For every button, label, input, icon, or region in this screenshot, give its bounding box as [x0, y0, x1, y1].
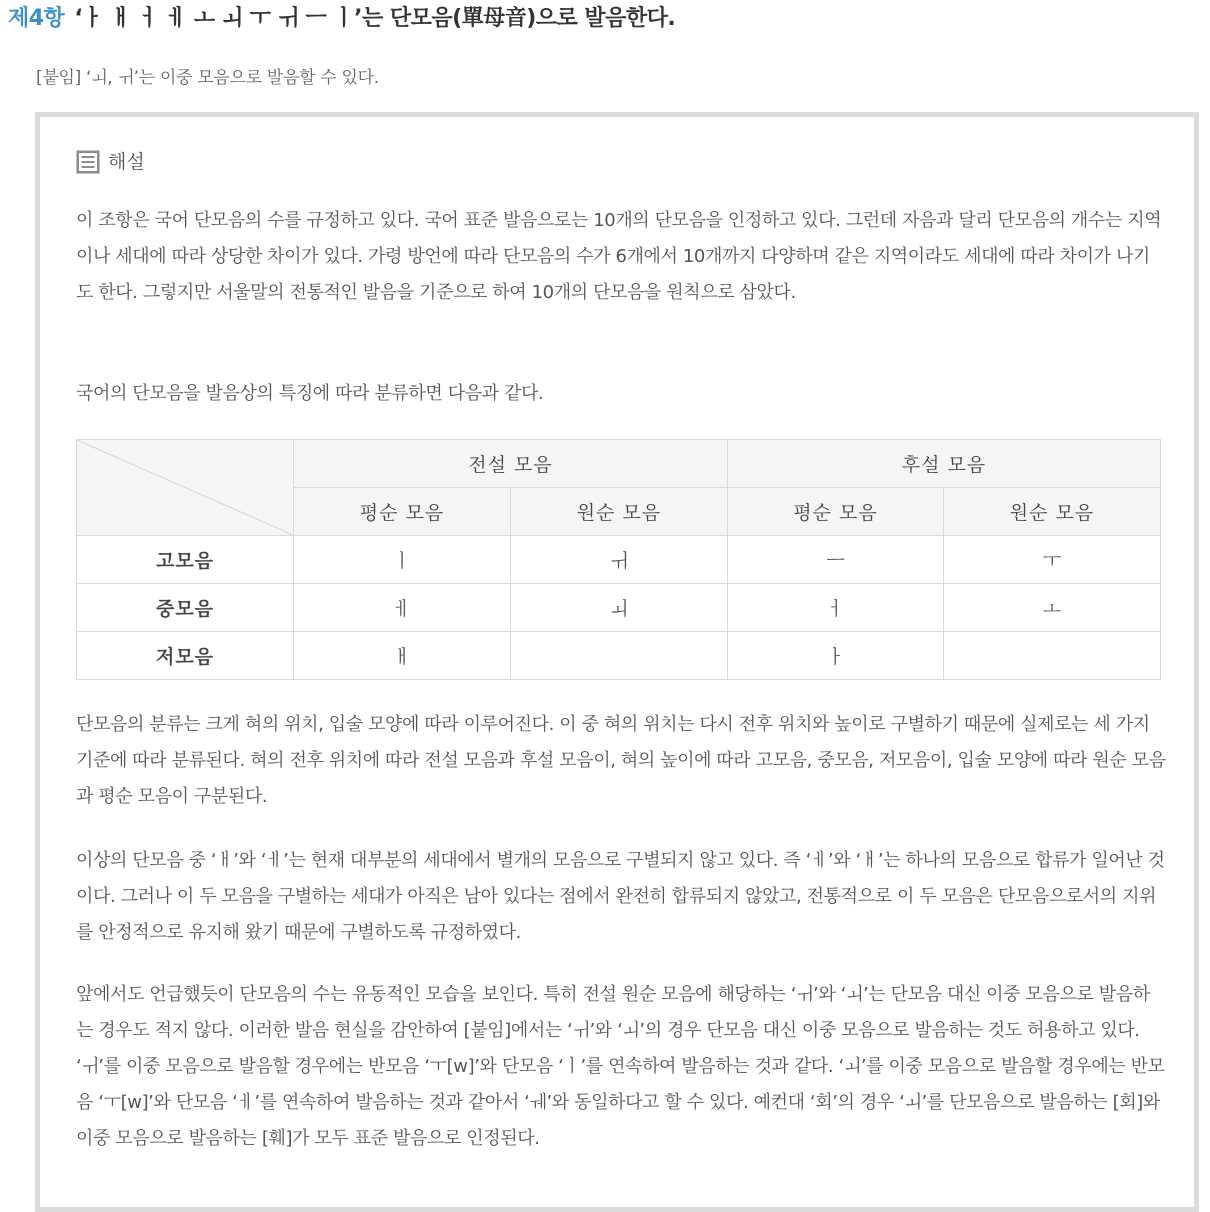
header-front-unrounded: 평순 모음: [294, 488, 511, 536]
table-header-row-groups: [77, 440, 1161, 488]
rule-number: 제4항: [8, 6, 65, 31]
table-cell: ㅏ: [728, 632, 944, 680]
table-cell: ㅔ: [294, 584, 511, 632]
header-back-unrounded: 평순 모음: [728, 488, 944, 536]
table-cell: ㅗ: [944, 584, 1161, 632]
paragraph-2: 국어의 단모음을 발음상의 특징에 따라 분류하면 다음과 같다.: [76, 383, 544, 404]
paragraph-1: 이 조항은 국어 단모음의 수를 규정하고 있다. 국어 표준 발음으로는 10개의 단모음을 인정하고 있다. 그런데 자음과 달리 단모음의 개수는 지역이나 세대에 따라 상당한 차이가 있다. 가령 방언에 따라 단모음의 수가 6개에서 10개까지 다양하며 같은 지역이라도 세대에 따라 차이가 나기도 한다. 그렇지만 서울말의 전통적인 발음을 기준으로 하여 10개의 단모음을 원칙으로 삼았다.: [76, 210, 1162, 303]
commentary-panel: [35, 112, 1199, 1212]
rule-text: ‘ㅏ ㅐ ㅓ ㅔ ㅗ ㅚ ㅜ ㅟ ㅡ ㅣ’는 단모음(單母音)으로 발음한다.: [74, 6, 676, 31]
paragraph-3: 단모음의 분류는 크게 혀의 위치, 입술 모양에 따라 이루어진다. 이 중 혀의 위치는 다시 전후 위치와 높이로 구별하기 때문에 실제로는 세 가지 기준에 따라 분류된다. 혀의 전후 위치에 따라 전설 모음과 후설 모음이, 혀의 높이에 따라 고모음, 중모음, 저모음이, 입술 모양에 따라 원순 모음과 평순 모음이 구분된다.: [76, 714, 1166, 807]
table-row: [77, 536, 1161, 584]
commentary-title: [76, 147, 145, 177]
header-front-vowel: 전설 모음: [294, 440, 728, 488]
row-label-mid: 중모음: [77, 584, 294, 632]
header-front-rounded: 원순 모음: [511, 488, 728, 536]
table-cell: ㅡ: [728, 536, 944, 584]
header-back-rounded: 원순 모음: [944, 488, 1161, 536]
table-cell: ㅓ: [728, 584, 944, 632]
table-cell: ㅐ: [294, 632, 511, 680]
rule-heading: [8, 2, 675, 36]
header-back-vowel: 후설 모음: [728, 440, 1161, 488]
table-cell: ㅣ: [294, 536, 511, 584]
table-row: [77, 584, 1161, 632]
table-cell: ㅚ: [511, 584, 728, 632]
table-row: [77, 632, 1161, 680]
commentary-title-text: 해설: [108, 151, 145, 173]
paragraph-4: 이상의 단모음 중 ‘ㅐ’와 ‘ㅔ’는 현재 대부분의 세대에서 별개의 모음으로 구별되지 않고 있다. 즉 ‘ㅔ’와 ‘ㅐ’는 하나의 모음으로 합류가 일어난 것이다. 그러나 이 두 모음을 구별하는 세대가 아직은 남아 있다는 점에서 완전히 합류되지 않았고, 전통적으로 이 두 모음은 단모음으로서의 지위를 안정적으로 유지해 왔기 때문에 구별하도록 규정하였다.: [76, 850, 1165, 943]
row-label-high: 고모음: [77, 536, 294, 584]
document-icon: [76, 150, 100, 174]
table-cell: ㅜ: [944, 536, 1161, 584]
table-cell: ㅟ: [511, 536, 728, 584]
vowel-classification-table: [76, 439, 1161, 680]
attachment-note: [붙임] ‘ㅚ, ㅟ’는 이중 모음으로 발음할 수 있다.: [36, 68, 379, 88]
paragraph-5: 앞에서도 언급했듯이 단모음의 수는 유동적인 모습을 보인다. 특히 전설 원순 모음에 해당하는 ‘ㅟ’와 ‘ㅚ’는 단모음 대신 이중 모음으로 발음하는 경우도 적지 않다. 이러한 발음 현실을 감안하여 [붙임]에서는 ‘ㅟ’와 ‘ㅚ’의 경우 단모음 대신 이중 모음으로 발음하는 것도 허용하고 있다. ‘ㅟ’를 이중 모음으로 발음할 경우에는 반모음 ‘ㅜ[w]’와 단모음 ‘ㅣ’를 연속하여 발음하는 것과 같다. ‘ㅚ’를 이중 모음으로 발음할 경우에는 반모음 ‘ㅜ[w]’와 단모음 ‘ㅔ’를 연속하여 발음하는 것과 같아서 ‘ㅞ’와 동일하다고 할 수 있다. 예컨대 ‘회’의 경우 ‘ㅚ’를 단모음으로 발음하는 [회]와 이중 모음으로 발음하는 [훼]가 모두 표준 발음으로 인정된다.: [76, 984, 1165, 1149]
row-label-low: 저모음: [77, 632, 294, 680]
table-cell: [944, 632, 1161, 680]
table-corner-cell: [77, 440, 294, 536]
table-cell: [511, 632, 728, 680]
